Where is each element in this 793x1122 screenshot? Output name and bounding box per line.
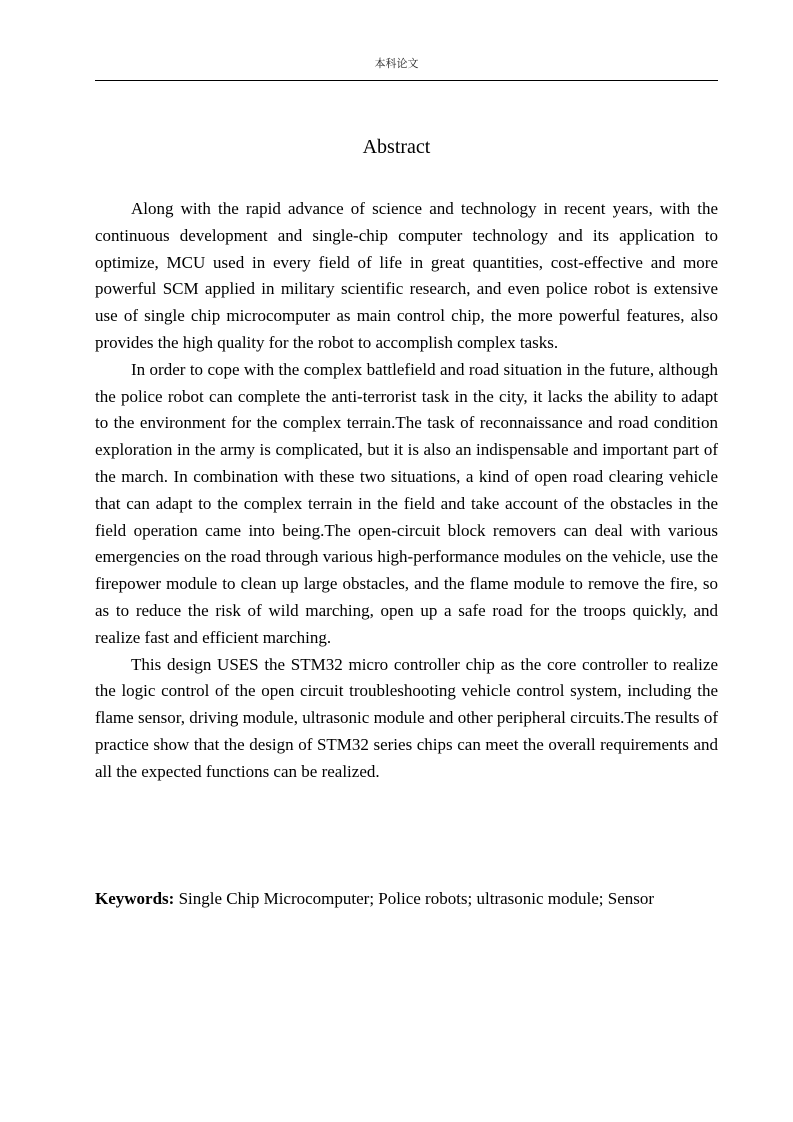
keywords-line xyxy=(95,886,735,912)
keywords-text: Single Chip Microcomputer; Police robots; ultrasonic module; Sensor xyxy=(178,889,655,908)
abstract-title: Abstract xyxy=(362,136,431,158)
abstract-body xyxy=(95,196,718,786)
keywords-label: Keywords: xyxy=(95,889,175,908)
abstract-paragraph-3: This design USES the STM32 micro controller chip as the core controller to realize the logic control of the open circuit troubleshooting vehicle control system, including the flame sensor, driving module, ultrasonic module and other peripheral circuits.The results of practice show that the design of STM32 series chips can meet the overall requirements and all the expected functions can be realized. xyxy=(95,654,718,781)
abstract-paragraph-1: Along with the rapid advance of science and technology in recent years, with the continuous development and single-chip computer technology and its application to optimize, MCU used in every field of life in great quantities, cost-effective and more powerful SCM applied in military scientific research, and even police robot is extensive use of single chip microcomputer as main control chip, the more powerful features, also provides the high quality for the robot to accomplish complex tasks. xyxy=(95,199,718,352)
header-divider xyxy=(95,80,718,81)
running-header: 本科论文 xyxy=(374,57,419,70)
abstract-paragraph-2: In order to cope with the complex battlefield and road situation in the future, although the police robot can complete the anti-terrorist task in the city, it lacks the ability to adapt to the environment for the complex terrain.The task of reconnaissance and road condition exploration in the army is complicated, but it is also an indispensable and important part of the march. In combination with these two situations, a kind of open road clearing vehicle that can adapt to the complex terrain in the field and take account of the obstacles in the field operation came into being.The open-circuit block removers can deal with various emergencies on the road through various high-performance modules on the vehicle, use the firepower module to clean up large obstacles, and the flame module to remove the fire, so as to reduce the risk of wild marching, open up a safe road for the troops quickly, and realize fast and efficient marching. xyxy=(95,359,718,647)
